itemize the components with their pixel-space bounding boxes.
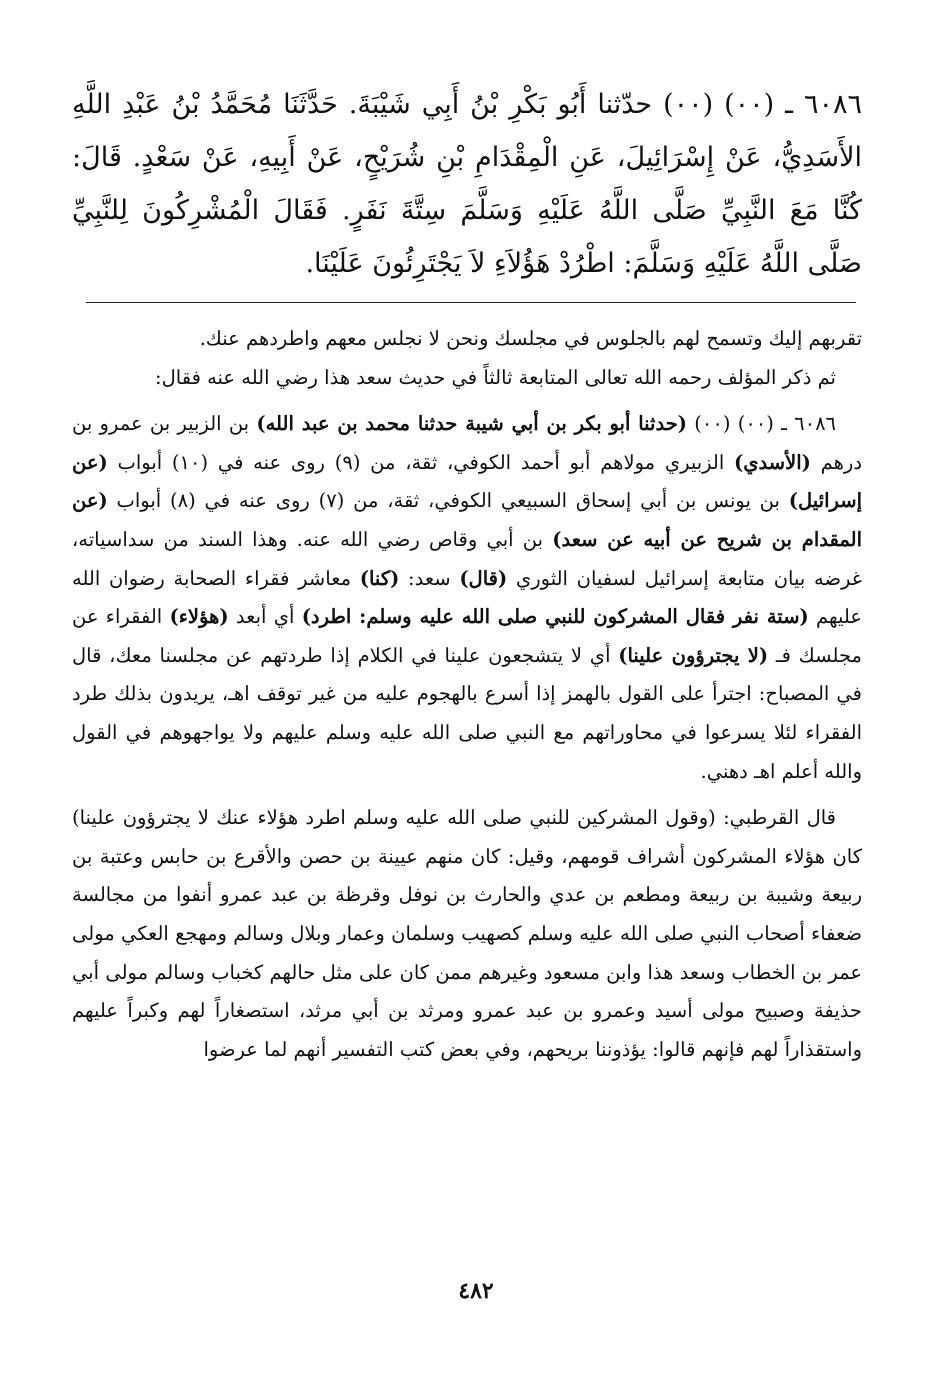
commentary-text-8: الفقراء عن مجلسك فـ (72, 605, 863, 667)
commentary-text-6: معاشر فقراء الصحابة رضوان الله عليهم (72, 566, 863, 629)
commentary (72, 320, 862, 1069)
commentary-text-7: أي أبعد (228, 605, 302, 629)
bold-matn-2: (كنا) (359, 566, 400, 590)
commentary-text-5: سعد: (399, 566, 460, 590)
bold-isnad-2: (الأسدي) (734, 450, 811, 474)
commentary-text-2: الزبيري مولاهم أبو أحمد الكوفي، ثقة، من (٩) روى عنه في (١٠) أبواب (107, 450, 735, 474)
bold-matn-1: (قال) (459, 566, 508, 590)
page-number: ٤٨٢ (458, 1278, 494, 1304)
bold-matn-3: (ستة نفر فقال المشركون للنبي صلى الله عليه وسلم: اطرد) (301, 605, 809, 629)
divider-line (86, 302, 856, 303)
commentary-text-3: بن يونس بن أبي إسحاق السبيعي الكوفي، ثقة، من (٧) روى عنه في (٨) أبواب (107, 489, 789, 513)
commentary-paragraph-2: ثم ذكر المؤلف رحمه الله تعالى المتابعة ثالثاً في حديث سعد هذا رضي الله عنه فقال: (155, 365, 836, 389)
commentary-text-4: بن أبي وقاص رضي الله عنه. وهذا السند من سداسياته، غرضه بيان متابعة إسرائيل لسفيان الثوري (72, 527, 862, 590)
bold-isnad-1: (حدثنا أبو بكر بن أبي شيبة حدثنا محمد بن عبد الله) (256, 412, 688, 436)
commentary-paragraph-4: قال القرطبي: (وقول المشركين للنبي صلى الله عليه وسلم اطرد هؤلاء عنك لا يجترؤون علينا) كان هؤلاء المشركون أشراف قومهم، وقيل: كان منهم عيينة بن حصن والأقرع بن حابس وعتبة بن ربيعة وشيبة بن ربيعة ومطعم بن عدي والحارث بن نوفل وقرظة بن عبد عمرو أنفوا من مجالسة ضعفاء أصحاب النبي صلى الله عليه وسلم كصهيب وسلمان وعمار وبلال وسالم ومهجع العكي مولى عمر بن الخطاب وسعد هذا وابن مسعود وغيرهم ممن كان على مثل حالهم كخباب وسالم مولى أبي حذيفة وصبيح مولى أسيد وعمرو بن عبد عمرو ومرثد بن أبي مرثد، استصغاراً لهم وكبراً عليهم واستقذاراً لهم فإنهم قالوا: يؤذوننا بريحهم، وفي بعض كتب التفسير أنهم لما عرضوا (72, 806, 862, 1061)
bold-matn-4: (هؤلاء) (169, 605, 229, 629)
commentary-paragraph-1: تقربهم إليك وتسمح لهم بالجلوس في مجلسك ونحن لا نجلس معهم واطردهم عنك. (199, 327, 862, 350)
hadith-text: ٦٠٨٦ ـ (٠٠) (٠٠) حدّثنا أَبُو بَكْرِ بْنُ أَبِي شَيْبَةَ. حَدَّثَنَا مُحَمَّدُ بْنُ عَبْدِ اللَّهِ الأَسَدِيُّ، عَنْ إِسْرَائِيلَ، عَنِ الْمِقْدَامِ بْنِ شُرَيْحٍ، عَنْ أَبِيهِ، عَنْ سَعْدٍ. قَالَ: كُنَّا مَعَ النَّبِيِّ صَلَّى اللَّهُ عَلَيْهِ وَسَلَّمَ سِتَّةَ نَفَرٍ. فَقَالَ الْمُشْرِكُونَ لِلنَّبِيِّ صَلَّى اللَّهُ عَلَيْهِ وَسَلَّمَ: اطْرُدْ هَؤُلاَءِ لاَ يَجْتَرِئُونَ عَلَيْنَا. (72, 89, 863, 279)
commentary-paragraph-3 (72, 405, 862, 791)
hadith-number-commentary: ٦٠٨٦ ـ (٠٠) (٠٠) (687, 412, 837, 436)
bold-matn-5: (لا يجترؤون علينا) (618, 643, 769, 667)
bold-isnad-4: (عن المقدام بن شريح عن أبيه عن سعد) (72, 489, 862, 551)
commentary-text-9: أي لا يتشجعون علينا في الكلام إذا طردتهم عن مجلسنا معك، قال في المصباح: اجترأ على القول بالهمز إذا أسرع بالهجوم عليه من غير توقف اهـ، يريدون بذلك طرد الفقراء لئلا يسرعوا في محاوراتهم مع النبي صلى الله عليه وسلم عليهم ولا يواجهوهم في القول والله أعلم اهـ دهني. (72, 643, 862, 783)
bold-isnad-3: (عن إسرائيل) (72, 450, 863, 513)
commentary-text-1: بن الزبير بن عمرو بن درهم (72, 412, 862, 474)
